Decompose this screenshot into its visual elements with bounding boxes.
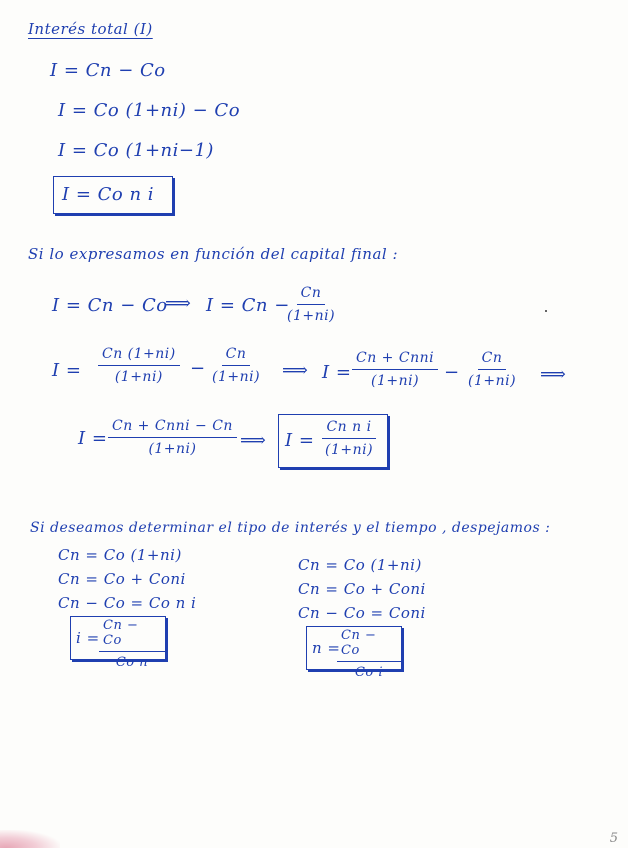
implies-arrow: ⟹ [540,364,566,385]
implies-arrow: ⟹ [165,293,191,314]
formula-line-3: I = Co (1+ni−1) [58,140,214,161]
fraction-numerator: Cn [478,350,507,370]
result-box-2 [278,414,388,468]
result-box-time [306,626,402,680]
time-fraction [337,628,401,680]
minus-sign: − [190,358,206,379]
fraction-denominator: (1+ni) [468,373,517,389]
section-heading-capital-final: Si lo expresamos en función del capital final : [28,245,399,263]
rate-fraction [99,618,165,670]
page-corner-stain [0,830,60,848]
fraction-numerator: Cn − Co [337,628,401,662]
row1-fraction [283,285,339,324]
formula-line-2: I = Co (1+ni) − Co [58,100,241,121]
fraction-numerator: Cn − Co [99,618,165,652]
right-line-3: Cn − Co = Coni [298,604,426,622]
fraction-denominator: Co n [115,655,149,670]
row2-fraction-4 [464,350,520,389]
row1-mid-formula: I = Cn − [206,295,290,316]
result-box-1 [53,176,173,214]
row2-fraction-3 [352,350,438,389]
row1-left-formula: I = Cn − Co [52,295,168,316]
fraction-denominator: (1+ni) [325,442,374,458]
fraction-numerator: Cn (1+ni) [98,346,180,366]
time-label: n = [312,639,341,657]
fraction-denominator: Co i [354,665,384,680]
stray-dot [545,310,547,312]
row3-i-label: I = [78,428,108,449]
row2-fraction-2 [208,346,264,385]
left-line-3: Cn − Co = Co n i [58,594,197,612]
formula-line-1: I = Cn − Co [50,60,166,81]
section-heading-despejamos: Si deseamos determinar el tipo de interés y el tiempo , despejamos : [30,520,551,536]
fraction-denominator: (1+ni) [114,369,163,385]
implies-arrow: ⟹ [240,430,266,451]
result-i-label: I = [285,430,315,451]
fraction-denominator: (1+ni) [212,369,261,385]
minus-sign: − [444,362,460,383]
page-number: 5 [609,831,618,846]
row2-i-label: I = [52,360,82,381]
result-interest-formula: I = Co n i [62,184,155,205]
fraction-numerator: Cn n i [322,419,375,439]
page-title: Interés total (I) [28,20,153,38]
fraction-numerator: Cn + Cnni [352,350,438,370]
result-fraction [321,419,377,458]
result-box-rate [70,616,166,670]
rate-label: i = [76,629,100,647]
fraction-denominator: (1+ni) [148,441,197,457]
fraction-denominator: (1+ni) [371,373,420,389]
right-line-2: Cn = Co + Coni [298,580,426,598]
fraction-numerator: Cn + Cnni − Cn [108,418,237,438]
left-line-2: Cn = Co + Coni [58,570,186,588]
left-line-1: Cn = Co (1+ni) [58,546,182,564]
fraction-numerator: Cn [297,285,326,305]
row3-fraction [108,418,237,457]
implies-arrow: ⟹ [282,360,308,381]
fraction-denominator: (1+ni) [287,308,336,324]
fraction-numerator: Cn [222,346,251,366]
row2-fraction-1 [98,346,180,385]
row2-i-label-2: I = [322,362,352,383]
right-line-1: Cn = Co (1+ni) [298,556,422,574]
